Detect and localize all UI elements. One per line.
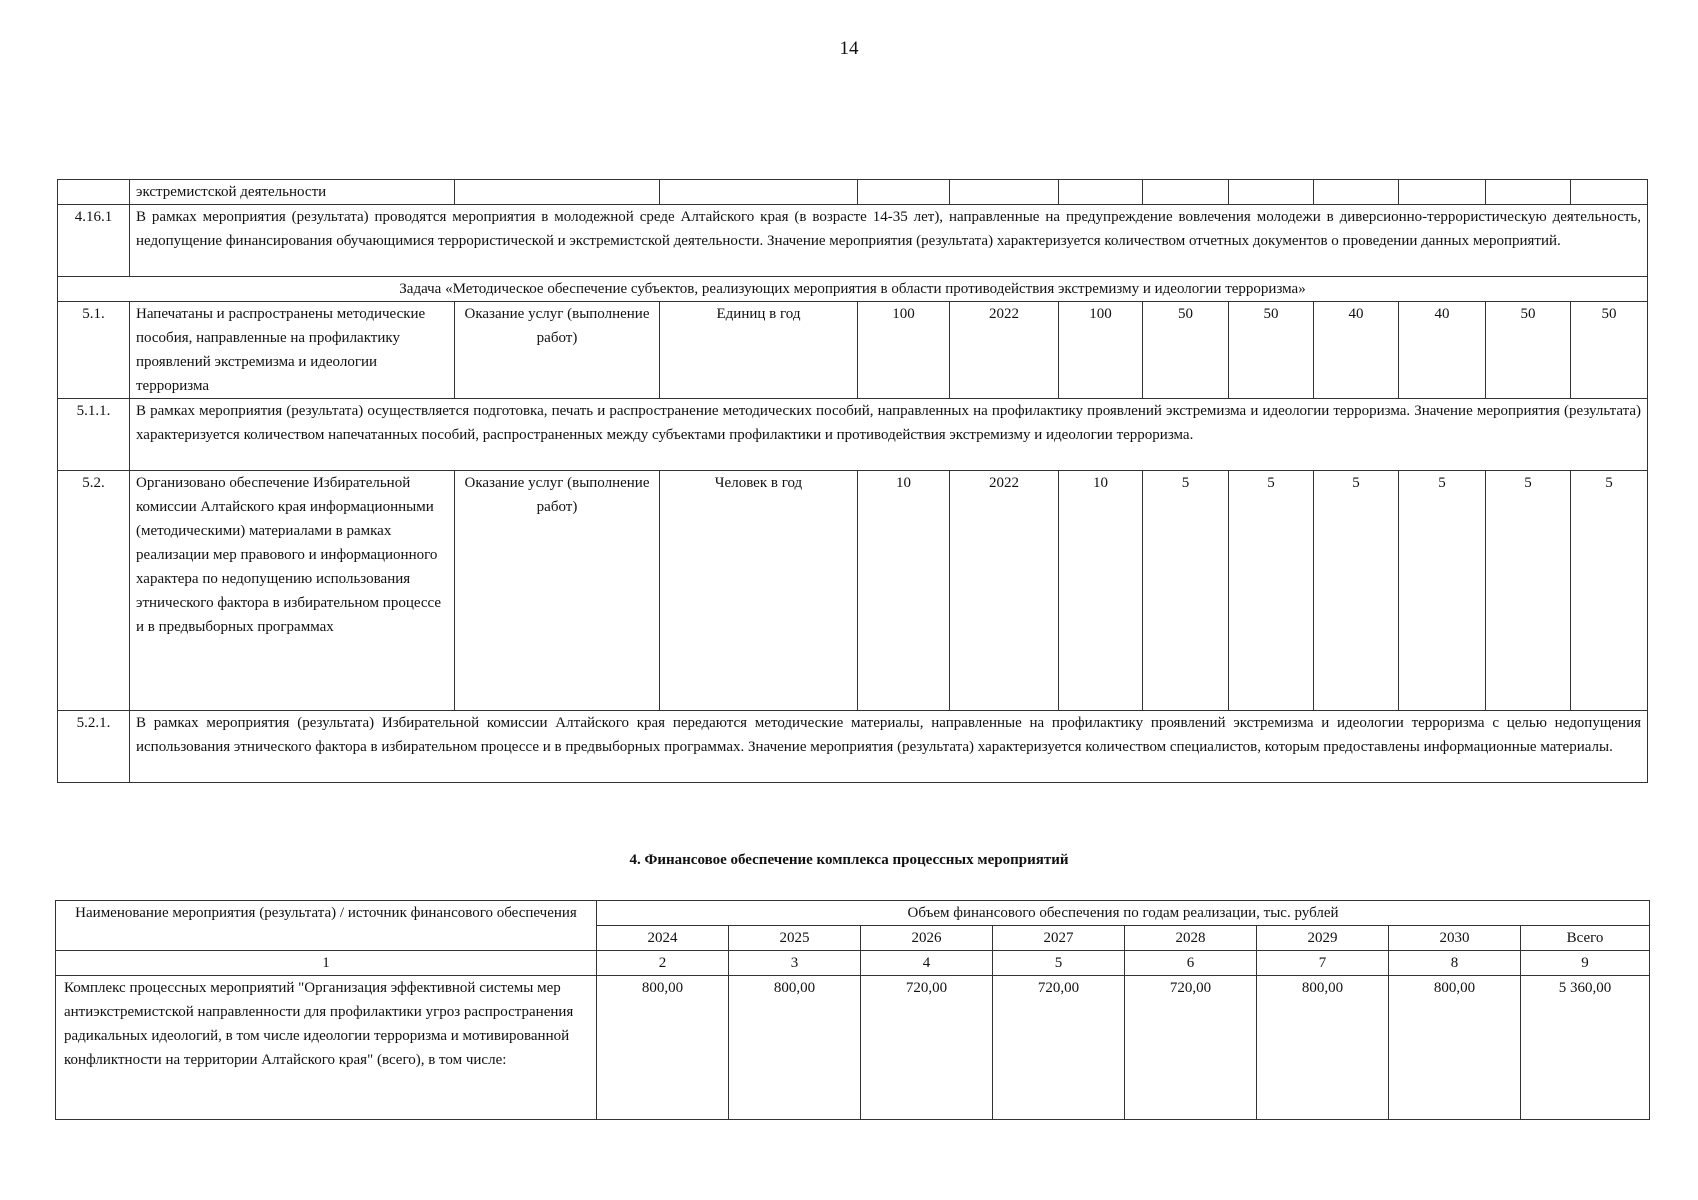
row-description: В рамках мероприятия (результата) осуществляется подготовка, печать и распространение методических пособий, направленных на профилактику проявлений экстремизма и идеологии терроризма. Значение мероприятия (результата) характеризуется количеством напечатанных пособий, распространенных между субъектами профилактики и противодействия экстремизму и идеологии терроризма. bbox=[130, 399, 1648, 471]
column-number: 8 bbox=[1389, 951, 1521, 976]
row-description: В рамках мероприятия (результата) Избирательной комиссии Алтайского края передаются методические материалы, направленные на профилактику проявлений экстремизма и идеологии терроризма с целью недопущения использования этнического фактора в избирательном процессе и в предвыборных программах. Значение мероприятия (результата) характеризуется количеством специалистов, которым предоставлены информационные материалы. bbox=[130, 711, 1648, 783]
amount-cell: 800,00 bbox=[729, 976, 861, 1120]
year-header: 2028 bbox=[1125, 926, 1257, 951]
column-number: 4 bbox=[861, 951, 993, 976]
value-cell: 50 bbox=[1229, 302, 1314, 399]
table-row bbox=[58, 180, 1648, 205]
value-cell: 40 bbox=[1399, 302, 1486, 399]
table-row bbox=[58, 711, 1648, 783]
result-type: Оказание услуг (выполнение работ) bbox=[455, 471, 660, 711]
year-header: 2029 bbox=[1257, 926, 1389, 951]
amount-cell: 720,00 bbox=[1125, 976, 1257, 1120]
section-title: 4. Финансовое обеспечение комплекса процессных мероприятий bbox=[629, 852, 1069, 868]
row-number: 4.16.1 bbox=[58, 205, 130, 277]
header-row bbox=[56, 901, 1650, 926]
value-cell: 5 bbox=[1571, 471, 1648, 711]
table-row bbox=[56, 976, 1650, 1120]
year-header: 2026 bbox=[861, 926, 993, 951]
value-cell: 100 bbox=[1059, 302, 1143, 399]
value-cell: 5 bbox=[1143, 471, 1229, 711]
amount-cell: 800,00 bbox=[597, 976, 729, 1120]
amount-cell: 800,00 bbox=[1257, 976, 1389, 1120]
amount-cell: 800,00 bbox=[1389, 976, 1521, 1120]
table-row bbox=[58, 471, 1648, 711]
continued-text: экстремистской деятельности bbox=[130, 180, 455, 205]
unit: Человек в год bbox=[660, 471, 858, 711]
value-cell: 5 bbox=[1229, 471, 1314, 711]
value-cell: 5 bbox=[1486, 471, 1571, 711]
row-description: В рамках мероприятия (результата) проводятся мероприятия в молодежной среде Алтайского края (в возрасте 14-35 лет), направленные на предупреждение вовлечения молодежи в диверсионно-террористическую деятельность, недопущение финансирования обучающимися террористической и экстремистской деятельности. Значение мероприятия (результата) характеризуется количеством отчетных документов о проведении данных мероприятий. bbox=[130, 205, 1648, 277]
year-header: 2025 bbox=[729, 926, 861, 951]
amount-cell: 720,00 bbox=[993, 976, 1125, 1120]
header-volume: Объем финансового обеспечения по годам реализации, тыс. рублей bbox=[597, 901, 1650, 926]
column-number: 3 bbox=[729, 951, 861, 976]
header-name: Наименование мероприятия (результата) / источник финансового обеспечения bbox=[56, 901, 597, 951]
row-number: 5.2. bbox=[58, 471, 130, 711]
task-row bbox=[58, 277, 1648, 302]
unit: Единиц в год bbox=[660, 302, 858, 399]
amount-cell: 5 360,00 bbox=[1521, 976, 1650, 1120]
column-number: 7 bbox=[1257, 951, 1389, 976]
value-cell: 2022 bbox=[950, 302, 1059, 399]
value-cell: 10 bbox=[858, 471, 950, 711]
value-cell: 50 bbox=[1143, 302, 1229, 399]
value-cell: 5 bbox=[1399, 471, 1486, 711]
table-row bbox=[58, 302, 1648, 399]
value-cell: 50 bbox=[1486, 302, 1571, 399]
column-number-row bbox=[56, 951, 1650, 976]
value-cell: 2022 bbox=[950, 471, 1059, 711]
result-name: Организовано обеспечение Избирательной комиссии Алтайского края информационными (методическими) материалами в рамках реализации мер правового и информационного характера по недопущению использования этнического фактора в избирательном процессе и в предвыборных программах bbox=[130, 471, 455, 711]
year-header: 2027 bbox=[993, 926, 1125, 951]
complex-name: Комплекс процессных мероприятий "Организация эффективной системы мер антиэкстремистской направленности для профилактики угроз распространения радикальных идеологий, в том числе идеологии терроризма и мотивированной конфликтности на территории Алтайского края" (всего), в том числе: bbox=[56, 976, 597, 1120]
row-number: 5.1. bbox=[58, 302, 130, 399]
total-header: Всего bbox=[1521, 926, 1650, 951]
column-number: 1 bbox=[56, 951, 597, 976]
column-number: 5 bbox=[993, 951, 1125, 976]
value-cell: 40 bbox=[1314, 302, 1399, 399]
value-cell: 50 bbox=[1571, 302, 1648, 399]
amount-cell: 720,00 bbox=[861, 976, 993, 1120]
table-row bbox=[58, 399, 1648, 471]
value-cell: 5 bbox=[1314, 471, 1399, 711]
result-type: Оказание услуг (выполнение работ) bbox=[455, 302, 660, 399]
column-number: 9 bbox=[1521, 951, 1650, 976]
table-row bbox=[58, 205, 1648, 277]
value-cell: 100 bbox=[858, 302, 950, 399]
column-number: 6 bbox=[1125, 951, 1257, 976]
indicators-table bbox=[57, 179, 1648, 783]
financing-table bbox=[55, 900, 1650, 1120]
value-cell: 10 bbox=[1059, 471, 1143, 711]
task-heading: Задача «Методическое обеспечение субъектов, реализующих мероприятия в области противодействия экстремизму и идеологии терроризма» bbox=[58, 277, 1648, 302]
row-number: 5.2.1. bbox=[58, 711, 130, 783]
result-name: Напечатаны и распространены методические пособия, направленные на профилактику проявлений экстремизма и идеологии терроризма bbox=[130, 302, 455, 399]
column-number: 2 bbox=[597, 951, 729, 976]
year-header: 2030 bbox=[1389, 926, 1521, 951]
year-header: 2024 bbox=[597, 926, 729, 951]
page-number: 14 bbox=[839, 38, 859, 59]
row-number: 5.1.1. bbox=[58, 399, 130, 471]
